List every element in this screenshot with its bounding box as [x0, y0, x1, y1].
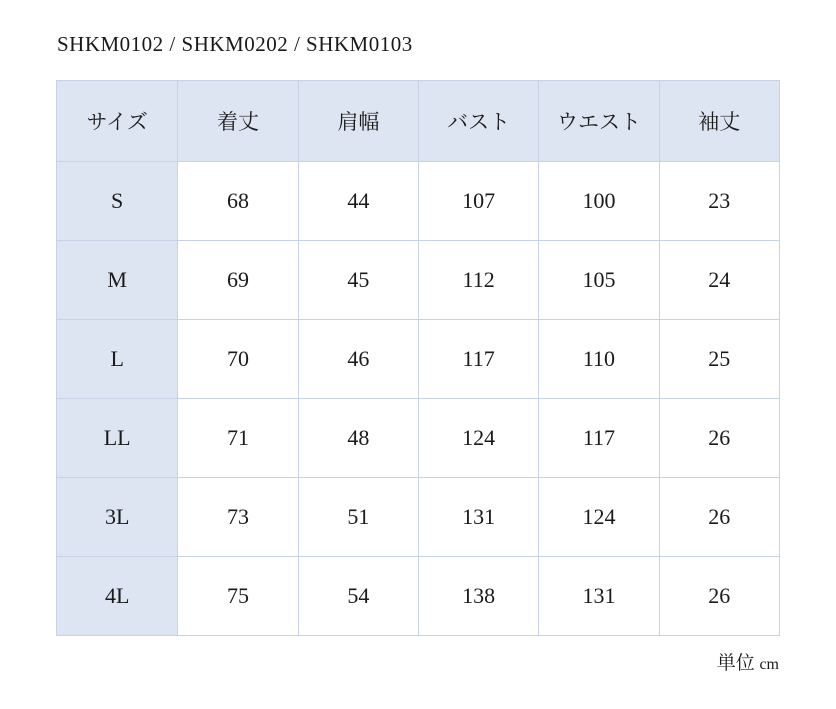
- cell-value: 73: [178, 478, 298, 557]
- cell-value: 75: [178, 557, 298, 636]
- page-title: SHKM0102 / SHKM0202 / SHKM0103: [57, 32, 413, 56]
- unit-label: 単位: [716, 653, 755, 674]
- cell-value: 70: [178, 320, 298, 399]
- cell-value: 54: [298, 557, 418, 636]
- cell-value: 25: [659, 320, 779, 399]
- column-header-sleeve: 袖丈: [659, 81, 779, 162]
- table-row: [57, 241, 780, 320]
- table-header-row: [57, 81, 780, 162]
- cell-value: 68: [178, 162, 298, 241]
- column-header-shoulder: 肩幅: [298, 81, 418, 162]
- table-row: [57, 399, 780, 478]
- row-label: 3L: [57, 478, 178, 557]
- cell-value: 26: [659, 478, 779, 557]
- cell-value: 24: [659, 241, 779, 320]
- cell-value: 124: [418, 399, 538, 478]
- cell-value: 131: [418, 478, 538, 557]
- table-body: [57, 162, 780, 636]
- cell-value: 26: [659, 399, 779, 478]
- cell-value: 71: [178, 399, 298, 478]
- cell-value: 48: [298, 399, 418, 478]
- cell-value: 44: [298, 162, 418, 241]
- table-row: [57, 478, 780, 557]
- cell-value: 69: [178, 241, 298, 320]
- column-header-bust: バスト: [418, 81, 538, 162]
- table-row: [57, 320, 780, 399]
- cell-value: 45: [298, 241, 418, 320]
- column-header-size: サイズ: [57, 81, 178, 162]
- row-label: 4L: [57, 557, 178, 636]
- cell-value: 46: [298, 320, 418, 399]
- row-label: S: [57, 162, 178, 241]
- size-table: [56, 80, 780, 636]
- cell-value: 105: [539, 241, 659, 320]
- cell-value: 23: [659, 162, 779, 241]
- table-row: [57, 162, 780, 241]
- cell-value: 107: [418, 162, 538, 241]
- row-label: M: [57, 241, 178, 320]
- cell-value: 110: [539, 320, 659, 399]
- cell-value: 26: [659, 557, 779, 636]
- table-header: [57, 81, 780, 162]
- cell-value: 100: [539, 162, 659, 241]
- column-header-waist: ウエスト: [539, 81, 659, 162]
- cell-value: 117: [418, 320, 538, 399]
- cell-value: 117: [539, 399, 659, 478]
- column-header-length: 着丈: [178, 81, 298, 162]
- unit-note: [717, 648, 779, 675]
- size-table-container: [56, 80, 780, 636]
- cell-value: 124: [539, 478, 659, 557]
- row-label: LL: [57, 399, 178, 478]
- unit-value: cm: [759, 656, 779, 673]
- cell-value: 51: [298, 478, 418, 557]
- table-row: [57, 557, 780, 636]
- cell-value: 131: [539, 557, 659, 636]
- row-label: L: [57, 320, 178, 399]
- cell-value: 138: [418, 557, 538, 636]
- cell-value: 112: [418, 241, 538, 320]
